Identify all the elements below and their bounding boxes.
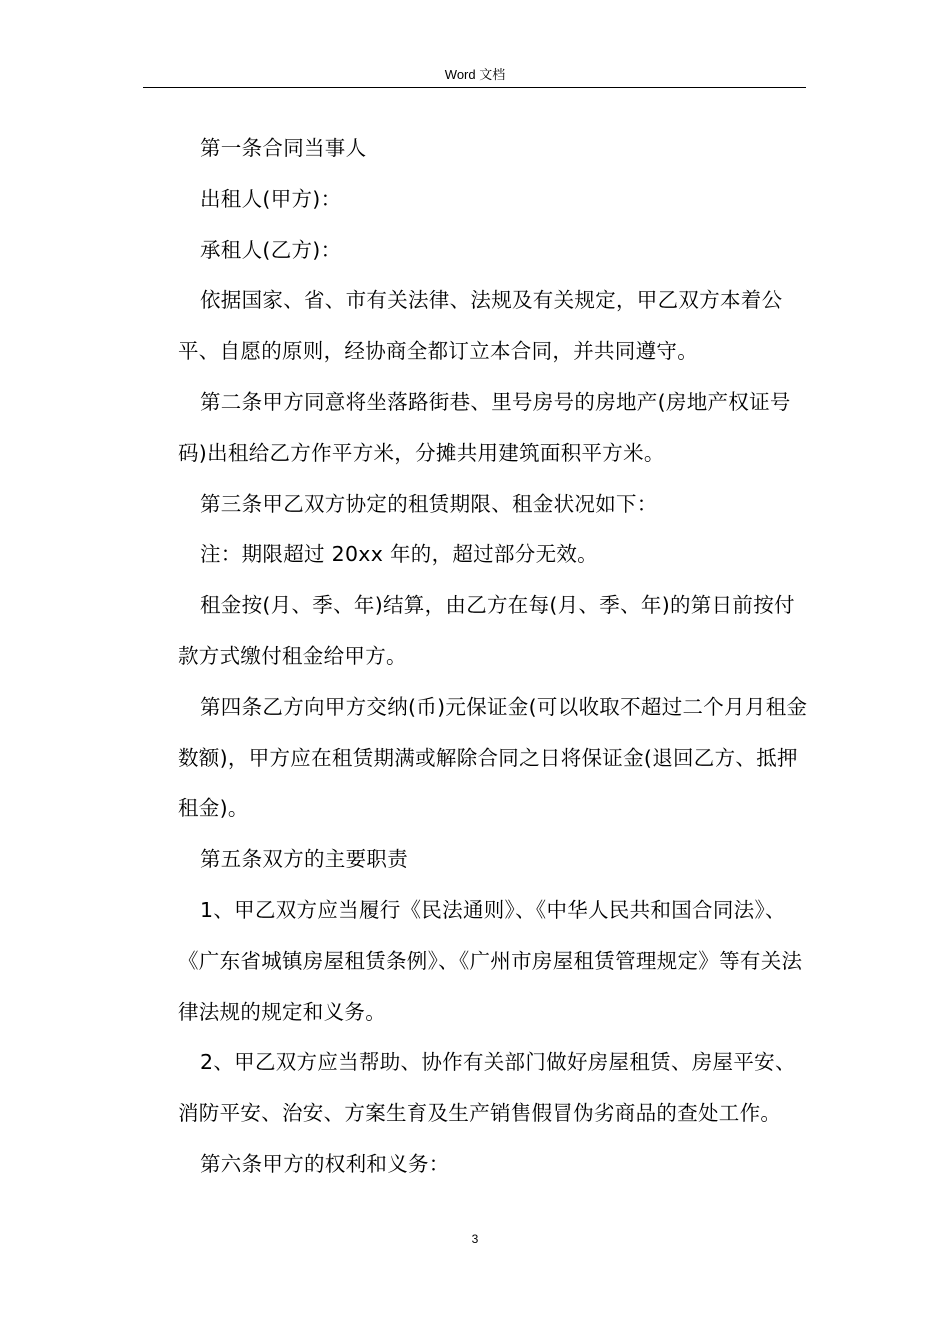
paragraph-article-4: 第四条乙方向甲方交纳(币)元保证金(可以收取不超过二个月月租金数额)，甲方应在租赁期满或解除合同之日将保证金(退回乙方、抵押租金)。 xyxy=(178,694,808,821)
paragraph-duty-1: 1、甲乙双方应当履行《民法通则》、《中华人民共和国合同法》、《广东省城镇房屋租赁条例》、《广州市房屋租赁管理规定》等有关法律法规的规定和义务。 xyxy=(178,897,803,1024)
paragraph-rent-settlement: 租金按(月、季、年)结算，由乙方在每(月、季、年)的第日前按付款方式缴付租金给甲方。 xyxy=(178,593,795,668)
header-divider xyxy=(143,87,806,88)
document-header-title: Word 文档 xyxy=(444,67,506,82)
paragraph-basis: 依据国家、省、市有关法律、法规及有关规定，甲乙双方本着公平、自愿的原则，经协商全都订立本合同，并共同遵守。 xyxy=(178,288,783,364)
page-number: 3 xyxy=(471,1232,479,1246)
paragraph-article-6: 第六条甲方的权利和义务： xyxy=(200,1151,450,1176)
paragraph-article-3: 第三条甲乙双方协定的租赁期限、租金状况如下： xyxy=(200,491,658,516)
paragraph-lessor: 出租人(甲方)： xyxy=(200,186,342,211)
paragraph-article-5: 第五条双方的主要职责 xyxy=(200,847,408,872)
paragraph-article-1: 第一条合同当事人 xyxy=(200,136,367,160)
paragraph-lessee: 承租人(乙方)： xyxy=(200,237,342,262)
paragraph-note: 注：期限超过 20xx 年的，超过部分无效。 xyxy=(200,542,598,567)
document-body xyxy=(178,123,808,1190)
paragraph-duty-2: 2、甲乙双方应当帮助、协作有关部门做好房屋租赁、房屋平安、消防平安、治安、方案生育及生产销售假冒伪劣商品的查处工作。 xyxy=(178,1050,796,1126)
paragraph-article-2: 第二条甲方同意将坐落路街巷、里号房号的房地产(房地产权证号码)出租给乙方作平方米，分摊共用建筑面积平方米。 xyxy=(178,389,791,465)
